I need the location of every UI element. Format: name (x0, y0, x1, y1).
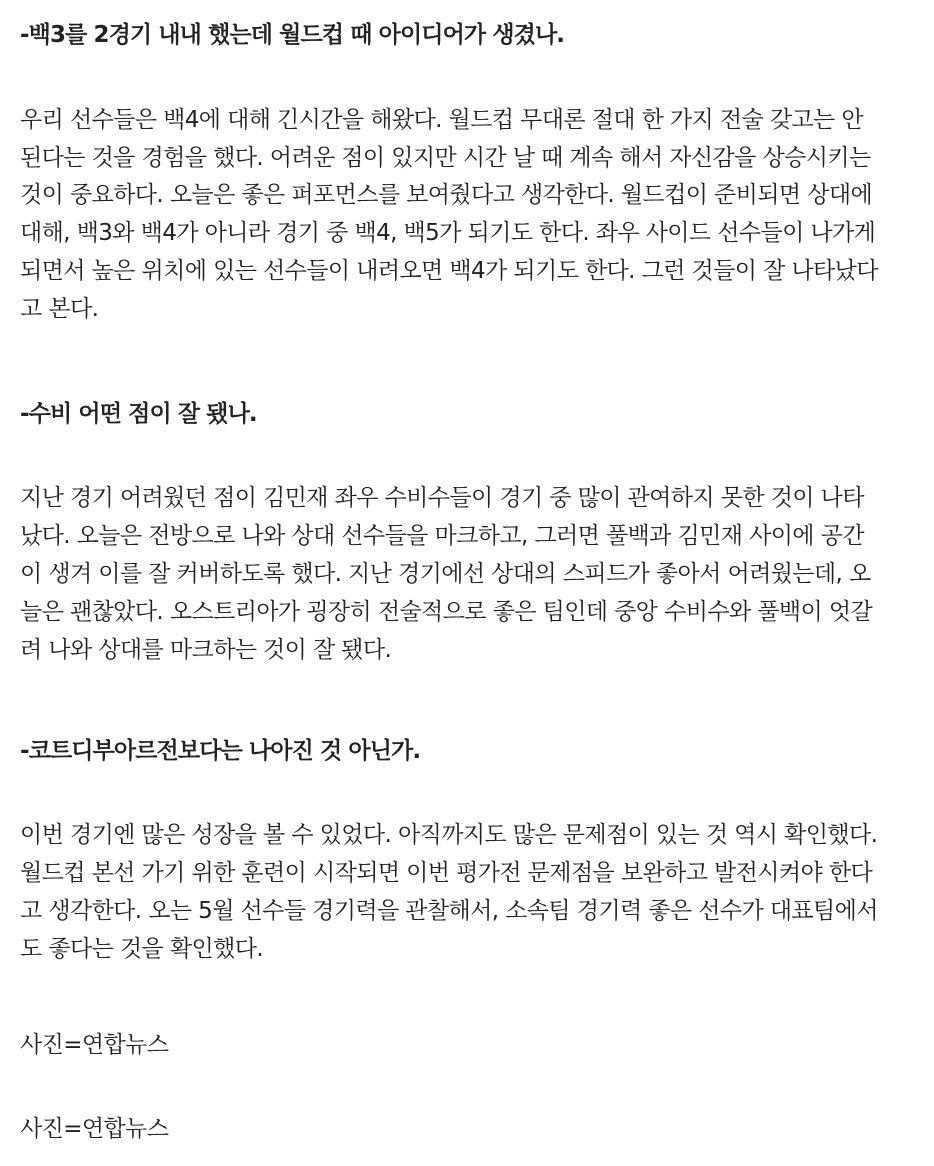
question-heading-improvement: -코트디부아르전보다는 나아진 것 아닌가. (20, 738, 421, 764)
answer-line: 이 생겨 이를 잘 커버하도록 했다. 지난 경기에선 상대의 스피드가 좋아서 어려웠는데, 오 (20, 561, 871, 587)
answer-line: 도 좋다는 것을 확인했다. (20, 936, 264, 962)
question-heading-back-three: -백3를 2경기 내내 했는데 월드컵 때 아이디어가 생겼나. (20, 22, 565, 48)
question-heading-defense: -수비 어떤 점이 잘 됐나. (20, 401, 257, 427)
answer-line: 려 나와 상대를 마크하는 것이 잘 됐다. (20, 637, 392, 663)
answer-line: 것이 중요하다. 오늘은 좋은 퍼포먼스를 보여줬다고 생각한다. 월드컵이 준비되면 상대에 (20, 182, 873, 208)
answer-line: 이번 경기엔 많은 성장을 볼 수 있었다. 아직까지도 많은 문제점이 있는 것 역시 확인했다. (20, 822, 878, 848)
photo-credit: 사진=연합뉴스 (20, 1032, 169, 1058)
answer-line: 늘은 괜찮았다. 오스트리아가 굉장히 전술적으로 좋은 팀인데 중앙 수비수와 풀백이 엇갈 (20, 599, 873, 625)
answer-line: 고 생각한다. 오는 5월 선수들 경기력을 관찰해서, 소속팀 경기력 좋은 선수가 대표팀에서 (20, 898, 878, 924)
answer-line: 고 본다. (20, 296, 99, 322)
answer-line: 났다. 오늘은 전방으로 나와 상대 선수들을 마크하고, 그러면 풀백과 김민재 사이에 공간 (20, 523, 864, 549)
answer-line: 되면서 높은 위치에 있는 선수들이 내려오면 백4가 되기도 한다. 그런 것들이 잘 나타났다 (20, 258, 878, 284)
photo-credit: 사진=연합뉴스 (20, 1116, 169, 1142)
answer-line: 우리 선수들은 백4에 대해 긴시간을 해왔다. 월드컵 무대론 절대 한 가지 전술 갖고는 안 (20, 107, 864, 133)
answer-line: 지난 경기 어려웠던 점이 김민재 좌우 수비수들이 경기 중 많이 관여하지 못한 것이 나타 (20, 485, 864, 511)
answer-line: 된다는 것을 경험을 했다. 어려운 점이 있지만 시간 날 때 계속 해서 자신감을 상승시키는 (20, 145, 871, 171)
answer-line: 월드컵 본선 가기 위한 훈련이 시작되면 이번 평가전 문제점을 보완하고 발전시켜야 한다 (20, 860, 873, 886)
answer-line: 대해, 백3와 백4가 아니라 경기 중 백4, 백5가 되기도 한다. 좌우 사이드 선수들이 나가게 (20, 220, 876, 246)
